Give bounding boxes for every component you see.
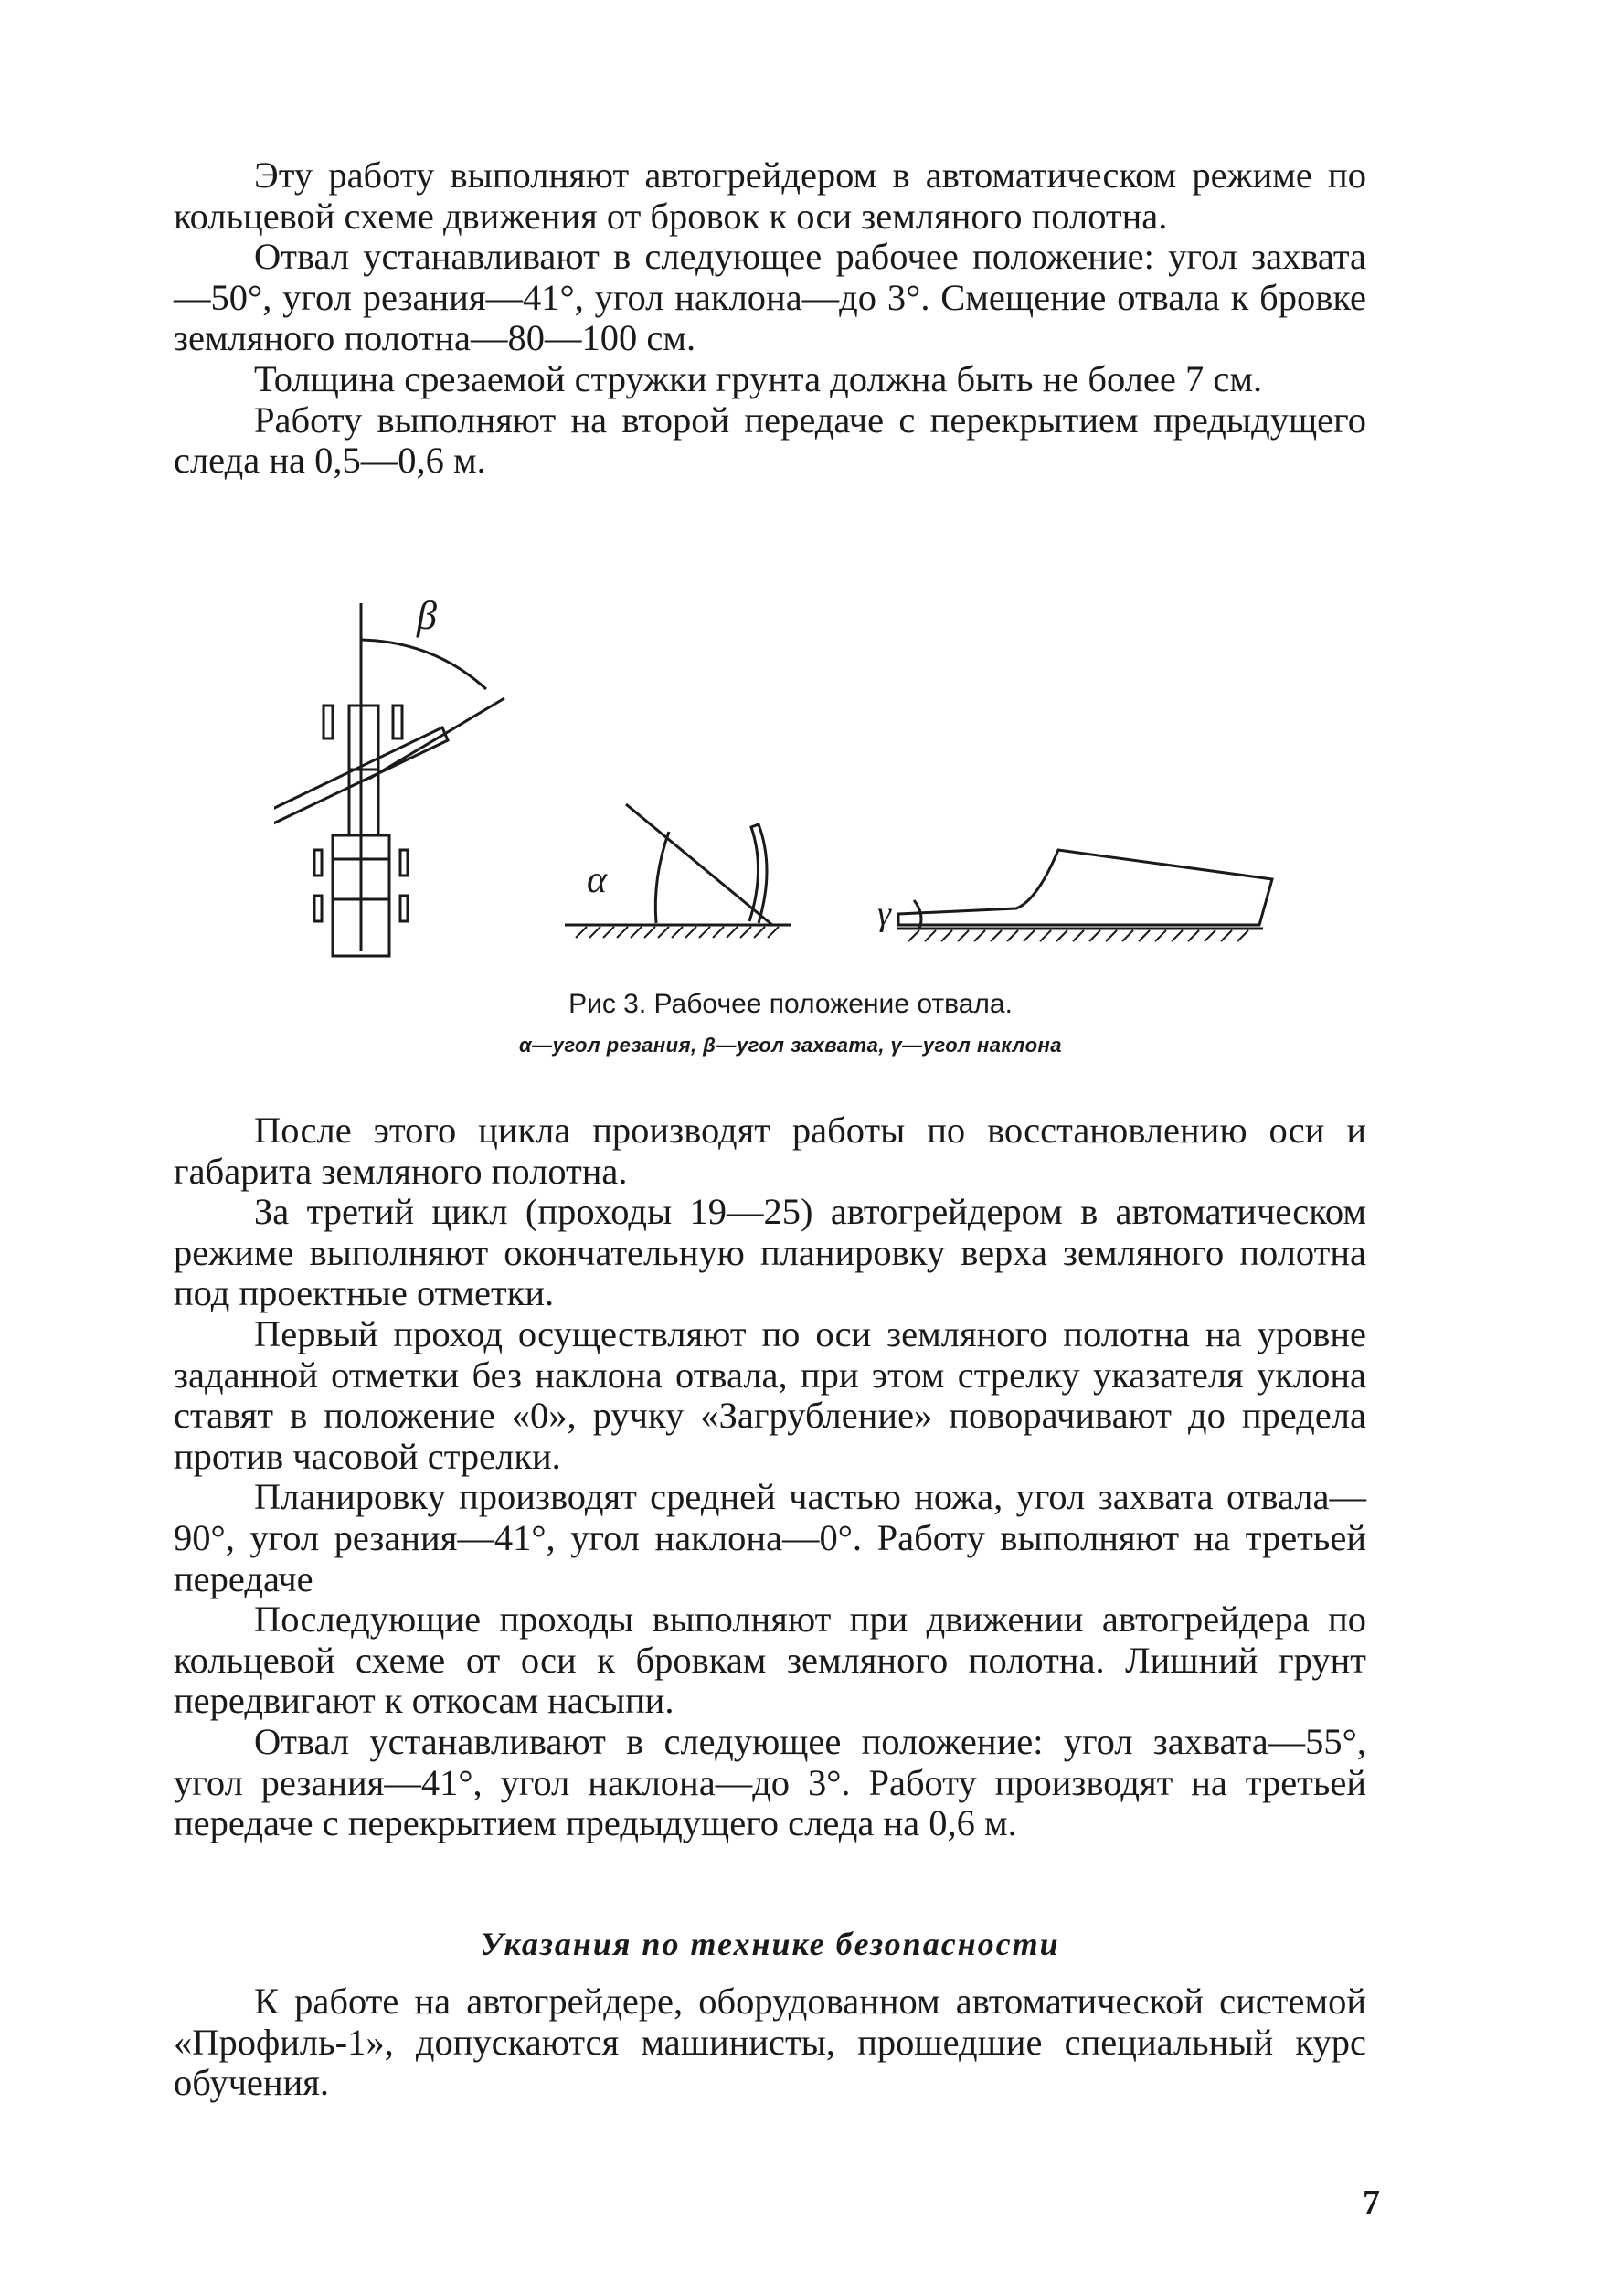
page-number: 7 xyxy=(1363,2183,1380,2222)
paragraph: Отвал устанавливают в следующее положение: угол захвата—55°, угол резания—41°, угол наклона—до 3°. Работу производят на третьей передаче с перекрытием предыдущего следа на 0,6 м. xyxy=(174,1720,1366,1844)
paragraph: За третий цикл (проходы 19—25) автогрейдером в автоматическом режиме выполняют окончательную планировку верха земляного полотна под проектные отметки. xyxy=(174,1191,1366,1314)
figure-legend: α—угол резания, β—угол захвата, γ—угол наклона xyxy=(518,1034,1063,1057)
paragraph: Толщина срезаемой стружки грунта должна быть не более 7 см. xyxy=(254,357,1263,399)
beta-label: β xyxy=(417,593,437,638)
text-block-top xyxy=(174,155,1366,482)
paragraph: Последующие проходы выполняют при движении автогрейдера по кольцевой схеме от оси к бровкам земляного полотна. Лишний грунт передвигают к откосам насыпи. xyxy=(174,1598,1366,1722)
paragraph: Планировку производят средней частью ножа, угол захвата отвала—90°, угол резания—41°, угол наклона—0°. Работу выполняют на третьей передаче xyxy=(174,1476,1366,1599)
tilted-blade xyxy=(898,850,1272,925)
front-wheel-left xyxy=(324,706,333,738)
alpha-label: α xyxy=(587,859,608,901)
text-block-middle xyxy=(174,1110,1366,1844)
paragraph: Первый проход осуществляют по оси земляного полотна на уровне заданной отметки без наклона отвала, при этом стрелку указателя уклона ставят в положение «0», ручку «Загрубление» поворачивают до предела против часовой стрелки. xyxy=(174,1312,1366,1477)
section-heading: Указания по технике безопасности xyxy=(480,1926,1060,1962)
paragraph: Отвал устанавливают в следующее рабочее положение: угол захвата—50°, угол резания—41°, угол наклона—до 3°. Смещение отвала к бровке земляного полотна—80—100 см. xyxy=(174,236,1366,359)
paragraph: Эту работу выполняют автогрейдером в автоматическом режиме по кольцевой схеме движения от бровок к оси земляного полотна. xyxy=(174,154,1366,237)
rear-wheel-4 xyxy=(400,896,408,921)
blade-profile xyxy=(749,824,767,923)
gamma-label: γ xyxy=(877,895,891,933)
blade-knife-line xyxy=(626,804,772,925)
paragraph: После этого цикла производят работы по восстановлению оси и габарита земляного полотна. xyxy=(174,1110,1366,1192)
rear-wheel-2 xyxy=(314,896,322,921)
paragraph: К работе на автогрейдере, оборудованном автоматической системой «Профиль-1», допускаются машинисты, прошедшие специальный курс обучения. xyxy=(174,1981,1366,2104)
front-wheel-right xyxy=(393,706,402,738)
figure-caption: Рис 3. Рабочее положение отвала. xyxy=(568,989,1013,1019)
beta-angle-arc xyxy=(361,640,486,689)
rear-wheel-1 xyxy=(314,850,322,876)
paragraph: Работу выполняют на второй передаче с перекрытием предыдущего следа на 0,5—0,6 м. xyxy=(174,398,1366,482)
alpha-angle-arc xyxy=(655,832,669,923)
rear-wheel-3 xyxy=(400,850,408,876)
figure-blade-position xyxy=(274,585,1307,996)
text-block-bottom xyxy=(174,1981,1366,2104)
blade-diagram xyxy=(274,585,1307,996)
